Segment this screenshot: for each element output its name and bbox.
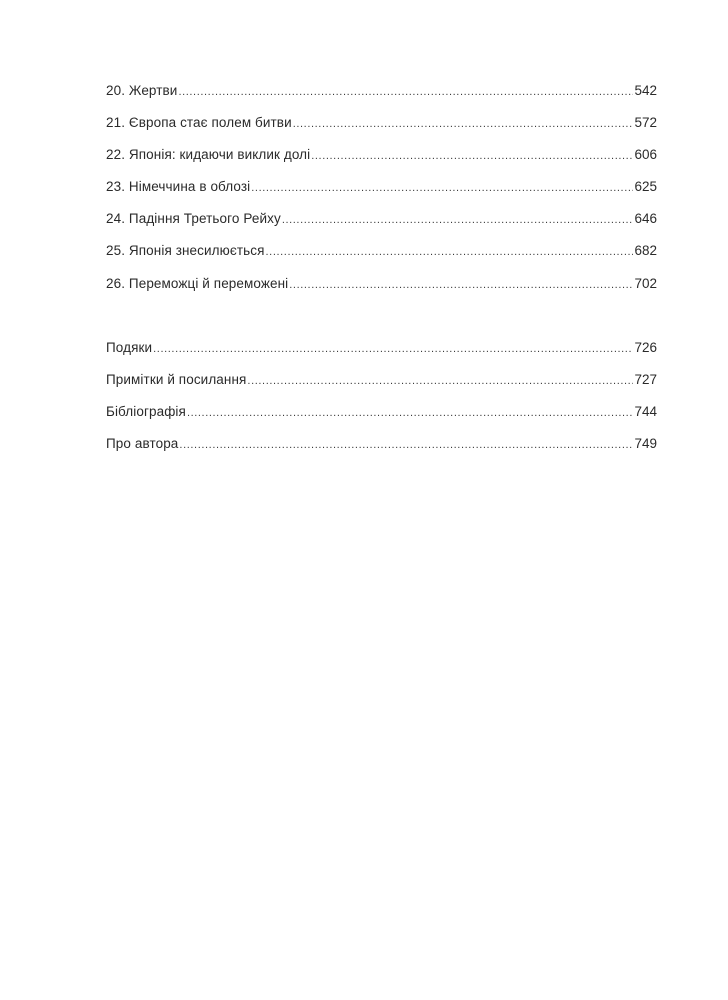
toc-entry-chapter-24 (106, 209, 657, 241)
toc-entry-page: 682 (634, 243, 657, 259)
toc-entry-chapter-22 (106, 145, 657, 177)
toc-entry-page: 702 (634, 275, 657, 291)
toc-entry-page: 726 (634, 340, 657, 355)
toc-entry-notes (106, 370, 657, 402)
toc-entry-about-author (106, 434, 657, 466)
toc-entry-page: 625 (634, 179, 657, 195)
toc-entry-acknowledgements (106, 338, 657, 370)
toc-entry-title: 25. Японія знесилюється (106, 243, 265, 259)
toc-leader-dots (282, 210, 634, 230)
toc-entry-page: 727 (634, 372, 657, 388)
toc-entry-page: 646 (634, 211, 657, 227)
toc-entry-title: 23. Німеччина в облозі (106, 179, 251, 195)
toc-entry-title: 26. Переможці й переможені (106, 275, 289, 291)
toc-entry-chapter-23 (106, 177, 657, 209)
toc-entry-page: 749 (634, 436, 657, 452)
toc-leader-dots (251, 178, 633, 198)
toc-leader-dots (179, 435, 633, 455)
toc-leader-dots (311, 146, 633, 166)
toc-entry-title: 21. Європа стає полем битви (106, 115, 292, 131)
toc-entry-chapter-21 (106, 113, 657, 145)
toc-entry-title: 20. Жертви (106, 83, 178, 98)
toc-leader-dots (293, 114, 634, 134)
toc-entry-title: Подяки (106, 340, 153, 355)
toc-leader-dots (289, 275, 633, 295)
toc-chapters-list (106, 81, 657, 306)
toc-entry-page: 744 (634, 404, 657, 420)
toc-leader-dots (178, 82, 633, 102)
toc-entry-bibliography (106, 402, 657, 434)
toc-entry-title: Бібліографія (106, 404, 186, 420)
toc-entry-title: Примітки й посилання (106, 372, 247, 388)
toc-leader-dots (153, 339, 633, 359)
toc-entry-chapter-25 (106, 241, 657, 273)
toc-entry-title: 22. Японія: кидаючи виклик долі (106, 147, 311, 163)
toc-entry-chapter-20 (106, 81, 657, 113)
toc-entry-title: Про автора (106, 436, 179, 452)
toc-entry-page: 572 (634, 115, 657, 131)
toc-entry-title: 24. Падіння Третього Рейху (106, 211, 281, 227)
toc-entry-page: 542 (634, 83, 657, 98)
toc-leader-dots (187, 403, 634, 423)
toc-leader-dots (266, 242, 634, 262)
toc-entry-chapter-26 (106, 274, 657, 306)
toc-back-matter-list (106, 338, 657, 466)
toc-leader-dots (247, 371, 633, 391)
toc-entry-page: 606 (634, 147, 657, 163)
